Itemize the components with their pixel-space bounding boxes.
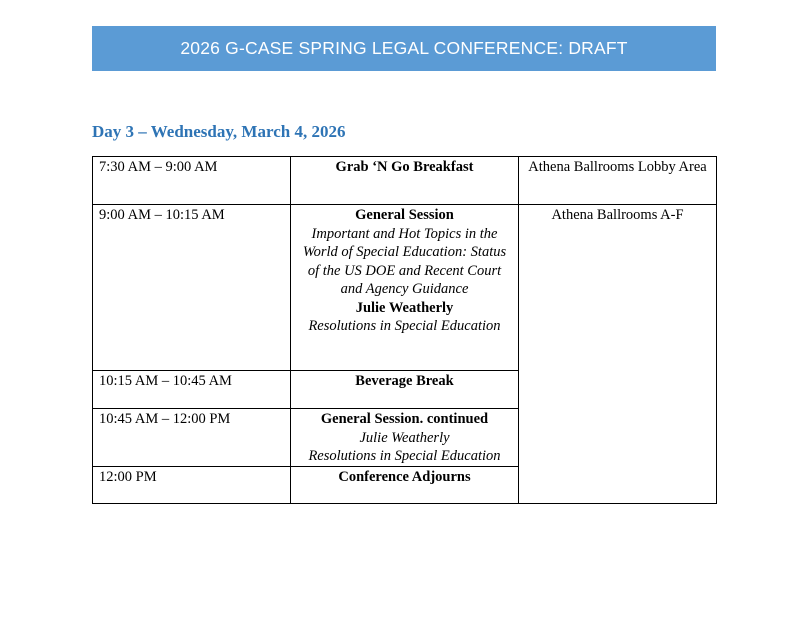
event-cell	[291, 467, 519, 504]
time-cell: 10:45 AM – 12:00 PM	[93, 409, 291, 467]
speaker-name: Julie Weatherly	[355, 299, 454, 316]
event-title: Grab ‘N Go Breakfast	[335, 159, 474, 175]
location-cell: Athena Ballrooms Lobby Area	[519, 157, 717, 205]
banner-title: 2026 G-CASE SPRING LEGAL CONFERENCE: DRAFT	[180, 38, 628, 58]
event-title: Conference Adjourns	[338, 469, 471, 485]
day-heading: Day 3 – Wednesday, March 4, 2026	[92, 122, 346, 141]
schedule-row	[93, 157, 717, 205]
location-cell: Athena Ballrooms A-F	[519, 205, 717, 504]
speaker-name: Julie Weatherly	[359, 429, 450, 446]
time-cell: 7:30 AM – 9:00 AM	[93, 157, 291, 205]
event-title: General Session. continued	[320, 411, 489, 427]
event-cell	[291, 205, 519, 371]
event-cell	[291, 157, 519, 205]
speaker-organization: Resolutions in Special Education	[308, 318, 501, 334]
event-cell	[291, 371, 519, 409]
time-cell: 12:00 PM	[93, 467, 291, 504]
schedule-row	[93, 205, 717, 371]
speaker-organization: Resolutions in Special Education	[308, 448, 501, 464]
schedule-table	[92, 156, 717, 504]
time-cell: 9:00 AM – 10:15 AM	[93, 205, 291, 371]
time-cell: 10:15 AM – 10:45 AM	[93, 371, 291, 409]
document-banner	[92, 26, 716, 71]
event-subtitle: Important and Hot Topics in the World of Special Education: Status of the US DOE and Recent Court and Agency Guidance	[302, 225, 507, 297]
event-title: General Session	[355, 207, 454, 223]
event-cell	[291, 409, 519, 467]
event-title: Beverage Break	[355, 373, 454, 389]
